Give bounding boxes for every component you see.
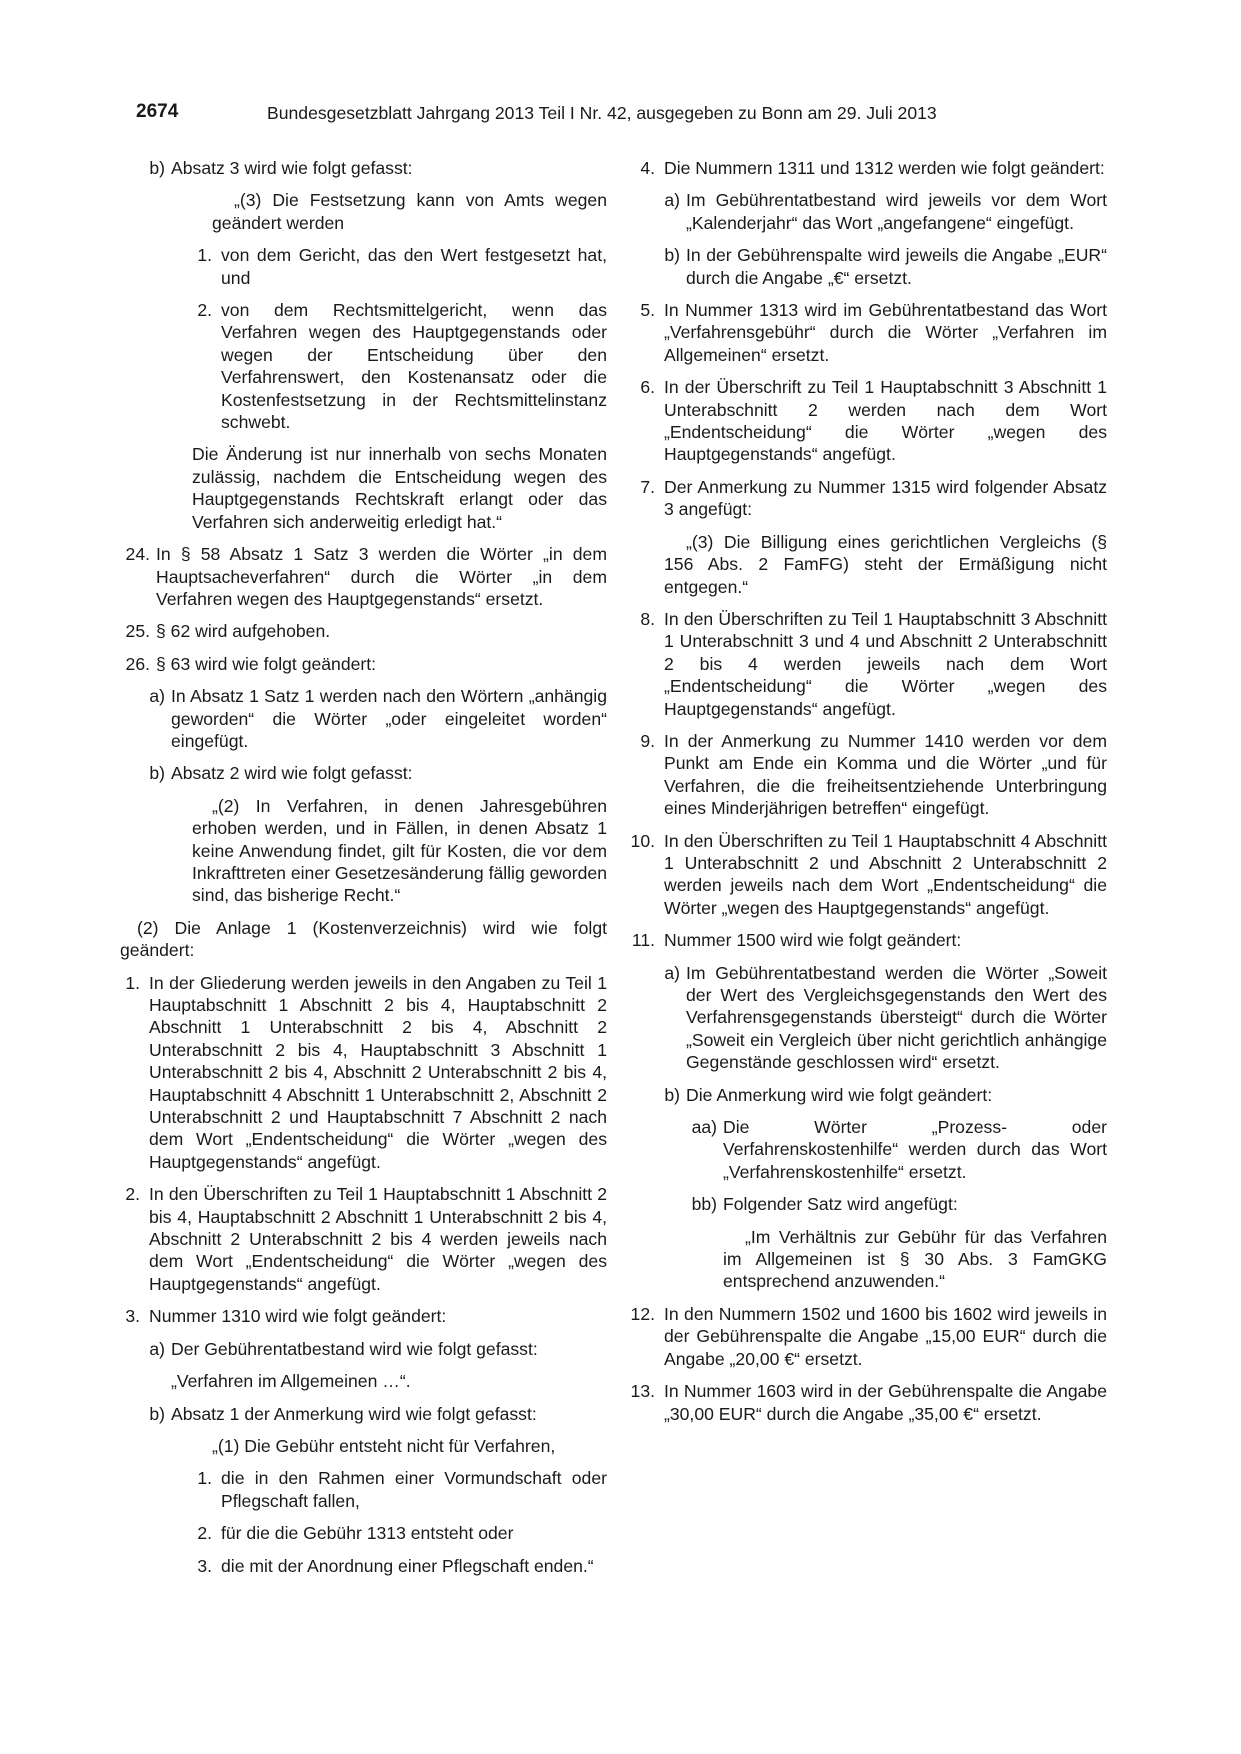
quote-abs3: „(3) Die Festsetzung kann von Amts wegen geändert werden [212, 190, 607, 233]
item-label: 6. [640, 377, 655, 398]
item-text: In Nummer 1603 wird in der Gebührenspalte die Angabe „30,00 EUR“ durch die Angabe „35,00 €“ ersetzt. [664, 1381, 1107, 1424]
item-text: In der Gebührenspalte wird jeweils die Angabe „EUR“ durch die Angabe „€“ ersetzt. [686, 245, 1107, 288]
item-text: In den Überschriften zu Teil 1 Hauptabschnitt 3 Abschnitt 1 Unterabschnitt 3 und 4 und Abschnitt 2 Unterabschnitt 2 bis 4 werden jeweils nach dem Wort „Endentscheidung“ die Wörter „wegen des Hauptgegenstands“ angefügt. [664, 608, 1107, 719]
quote-1315: „(3) Die Billigung eines gerichtlichen Vergleichs (§ 156 Abs. 2 FamFG) steht der Ermäßigung nicht entgegen.“ [664, 531, 1107, 597]
item-text: § 62 wird aufgehoben. [156, 621, 331, 642]
list-item-11a [650, 962, 1107, 1074]
item-text: Folgender Satz wird angefügt: [723, 1194, 958, 1215]
item-label: 9. [640, 730, 655, 751]
item-text: In § 58 Absatz 1 Satz 3 werden die Wörter „in dem Hauptsacheverfahren“ durch die Wörter „in dem Verfahren wegen des Hauptgegenstands“ ersetzt. [156, 544, 607, 609]
list-item-10 [625, 830, 1107, 920]
list-item-3b [135, 1403, 607, 1425]
item-label: 1. [125, 972, 140, 993]
item-text: In Absatz 1 Satz 1 werden nach den Wörtern „anhängig geworden“ die Wörter „oder eingeleitet worden“ eingefügt. [171, 686, 607, 751]
item-text: Absatz 1 der Anmerkung wird wie folgt gefasst: [171, 1403, 537, 1424]
list-item-13 [625, 1380, 1107, 1425]
item-label: b) [664, 1084, 680, 1105]
item-label: 25. [125, 621, 150, 642]
item-label: a) [149, 1338, 165, 1359]
list-item-11b [650, 1084, 1107, 1106]
list-item-11 [625, 929, 1107, 951]
item-text: Absatz 3 wird wie folgt gefasst: [171, 158, 413, 178]
list-item-24 [120, 543, 607, 610]
item-text: Nummer 1500 wird wie folgt geändert: [664, 930, 962, 951]
item-text: In den Überschriften zu Teil 1 Hauptabschnitt 1 Abschnitt 2 bis 4, Hauptabschnitt 2 Abschnitt 1 Unterabschnitt 2 bis 4, Abschnitt 2 Unterabschnitt 2 bis 4 werden jeweils nach dem Wort „Endentscheidung“ die Wörter „wegen des Hauptgegenstands“ angefügt. [149, 1184, 607, 1294]
item-label: b) [149, 763, 165, 784]
right-column [630, 157, 1107, 1425]
page-number: 2674 [136, 101, 179, 122]
item-text: In der Gliederung werden jeweils in den Angaben zu Teil 1 Hauptabschnitt 1 Abschnitt 2 bis 4, Hauptabschnitt 2 Abschnitt 1 Unterabschnitt 2 bis 4, Abschnitt 2 Unterabschnitt 2 bis 4, Hauptabschnitt 3 Abschnitt 1 Unterabschnitt 2 bis 4, Abschnitt 2 Unterabschnitt 2 bis 4, Hauptabschnitt 4 Abschnitt 1 Unterabschnitt 2, Abschnitt 2 Unterabschnitt 2 und Hauptabschnitt 7 Abschnitt 2 nach dem Wort „Endentscheidung“ die Wörter „wegen des Hauptgegenstands“ angefügt. [149, 972, 607, 1172]
item-text: Nummer 1310 wird wie folgt geändert: [149, 1306, 447, 1327]
item-label: 8. [640, 608, 655, 629]
item-label: 1. [197, 1468, 212, 1489]
item-label: b) [149, 1403, 165, 1424]
quote-item-3 [192, 1555, 607, 1577]
item-text: Im Gebührentatbestand werden die Wörter „Soweit der Wert des Vergleichsgegenstands den Wert des Verfahrensgegenstands übersteigt“ durch die Wörter „Soweit ein Vergleich über nicht gerichtlich anhängige Gegenstände geschlossen wird“ ersetzt. [686, 962, 1107, 1073]
item-label: 11. [631, 930, 655, 951]
item-text: § 63 wird wie folgt geändert: [156, 653, 377, 674]
item-text: In den Nummern 1502 und 1600 bis 1602 wird jeweils in der Gebührenspalte die Angabe „15,00 EUR“ durch die Angabe „20,00 €“ ersetzt. [664, 1303, 1107, 1369]
quote-tail: Die Änderung ist nur innerhalb von sechs Monaten zulässig, nachdem die Entscheidung wegen des Hauptgegenstands Rechtskraft erlangt oder das Verfahren sich anderweitig erledigt hat.“ [192, 444, 607, 532]
list-item-8 [635, 608, 1107, 720]
list-item-4 [635, 157, 1107, 179]
list-item-26a [135, 685, 607, 752]
list-item-4b [650, 244, 1107, 289]
item-text: In den Überschriften zu Teil 1 Hauptabschnitt 4 Abschnitt 1 Unterabschnitt 2 und Abschnitt 2 Unterabschnitt 2 werden jeweils nach dem Wort „Endentscheidung“ die Wörter „wegen des Hauptgegenstands“ angefügt. [664, 830, 1107, 918]
running-title: Bundesgesetzblatt Jahrgang 2013 Teil I Nr. 42, ausgegeben zu Bonn am 29. Juli 2013 [267, 103, 937, 123]
list-item-12 [625, 1303, 1107, 1370]
item-label: b) [149, 158, 165, 178]
list-item-1 [120, 972, 607, 1174]
list-item-4a [650, 189, 1107, 234]
quote-item-1 [192, 244, 607, 289]
item-text: Im Gebührentatbestand wird jeweils vor dem Wort „Kalenderjahr“ das Wort „angefangene“ eingefügt. [686, 190, 1107, 233]
item-label: 2. [197, 1523, 212, 1544]
item-text: Die Anmerkung wird wie folgt geändert: [686, 1084, 993, 1105]
list-item-9 [635, 730, 1107, 820]
list-item-26b [135, 762, 607, 784]
item-text: Der Anmerkung zu Nummer 1315 wird folgender Absatz 3 angefügt: [664, 476, 1107, 520]
list-item-2 [120, 1183, 607, 1295]
item-label: 2. [197, 300, 212, 321]
item-b [135, 157, 607, 179]
item-label: 12. [630, 1303, 655, 1324]
item-label: 4. [640, 158, 655, 178]
item-label: 5. [640, 300, 655, 321]
quote-item-2 [192, 1522, 607, 1544]
quote-anm1: „(1) Die Gebühr entsteht nicht für Verfahren, [212, 1435, 556, 1456]
item-label: b) [664, 245, 680, 266]
quote-item-1 [192, 1467, 607, 1512]
list-item-11b-bb [687, 1193, 1107, 1215]
quote-abs2: „(2) In Verfahren, in denen Jahresgebühren erhoben werden, und in Fällen, in denen Absatz 1 keine Anwendung findet, gilt für Kosten, die vor dem Inkrafttreten einer Gesetzesänderung fällig geworden sind, das bisherige Recht.“ [192, 795, 607, 906]
list-item-3 [120, 1305, 607, 1327]
item-text: Die Nummern 1311 und 1312 werden wie folgt geändert: [664, 158, 1105, 178]
item-text: In der Überschrift zu Teil 1 Hauptabschnitt 3 Abschnitt 1 Unterabschnitt 2 werden nach dem Wort „Endentscheidung“ die Wörter „wegen des Hauptgegenstands“ angefügt. [664, 377, 1107, 465]
item-text: die mit der Anordnung einer Pflegschaft enden.“ [221, 1555, 594, 1576]
item-text: die in den Rahmen einer Vormundschaft oder Pflegschaft fallen, [221, 1468, 607, 1511]
item-label: a) [149, 686, 165, 707]
item-text: für die die Gebühr 1313 entsteht oder [221, 1523, 514, 1544]
quote-1500: „Im Verhältnis zur Gebühr für das Verfahren im Allgemeinen ist § 30 Abs. 3 FamGKG entsprechend anzuwenden.“ [723, 1226, 1107, 1292]
item-label: 26. [125, 653, 150, 674]
list-item-25 [120, 620, 607, 642]
quote-1310: „Verfahren im Allgemeinen …“. [171, 1371, 411, 1392]
item-label: a) [664, 962, 680, 983]
item-label: 2. [125, 1184, 140, 1205]
list-item-3a [135, 1338, 607, 1360]
list-item-11b-aa [687, 1116, 1107, 1183]
item-label: aa) [691, 1117, 717, 1138]
item-text: von dem Gericht, das den Wert festgesetzt hat, und [221, 245, 607, 288]
quote-item-2 [192, 299, 607, 433]
item-label: 3. [125, 1306, 140, 1327]
left-column [120, 157, 607, 1577]
item-text: Die Wörter „Prozess- oder Verfahrenskostenhilfe“ werden durch das Wort „Verfahrenskostenhilfe“ ersetzt. [723, 1117, 1107, 1182]
item-label: 1. [197, 245, 212, 266]
item-label: 7. [640, 476, 655, 497]
list-item-26 [120, 653, 607, 675]
item-label: 24. [125, 544, 150, 565]
item-text: In Nummer 1313 wird im Gebührentatbestand das Wort „Verfahrensgebühr“ durch die Wörter „Verfahren im Allgemeinen“ ersetzt. [664, 300, 1107, 365]
item-label: 13. [630, 1381, 655, 1402]
item-label: 3. [197, 1555, 212, 1576]
paragraph-abs2: (2) Die Anlage 1 (Kostenverzeichnis) wird wie folgt geändert: [120, 917, 607, 961]
list-item-5 [635, 299, 1107, 366]
item-text: Absatz 2 wird wie folgt gefasst: [171, 763, 413, 784]
list-item-7 [635, 476, 1107, 521]
item-text: von dem Rechtsmittelgericht, wenn das Verfahren wegen des Hauptgegenstands oder wegen der Entscheidung über den Verfahrenswert, den Kostenansatz oder die Kostenfestsetzung in der Rechtsmittelinstanz schwebt. [221, 300, 607, 433]
item-label: 10. [630, 830, 655, 851]
item-label: a) [664, 190, 680, 211]
page-header [0, 0, 1241, 140]
list-item-6 [635, 376, 1107, 466]
item-text: In der Anmerkung zu Nummer 1410 werden vor dem Punkt am Ende ein Komma und die Wörter „und für Verfahren, die die freiheitsentziehende Unterbringung eines Minderjährigen betreffen“ eingefügt. [664, 730, 1107, 819]
item-text: Der Gebührentatbestand wird wie folgt gefasst: [171, 1338, 538, 1359]
item-label: bb) [691, 1194, 717, 1215]
